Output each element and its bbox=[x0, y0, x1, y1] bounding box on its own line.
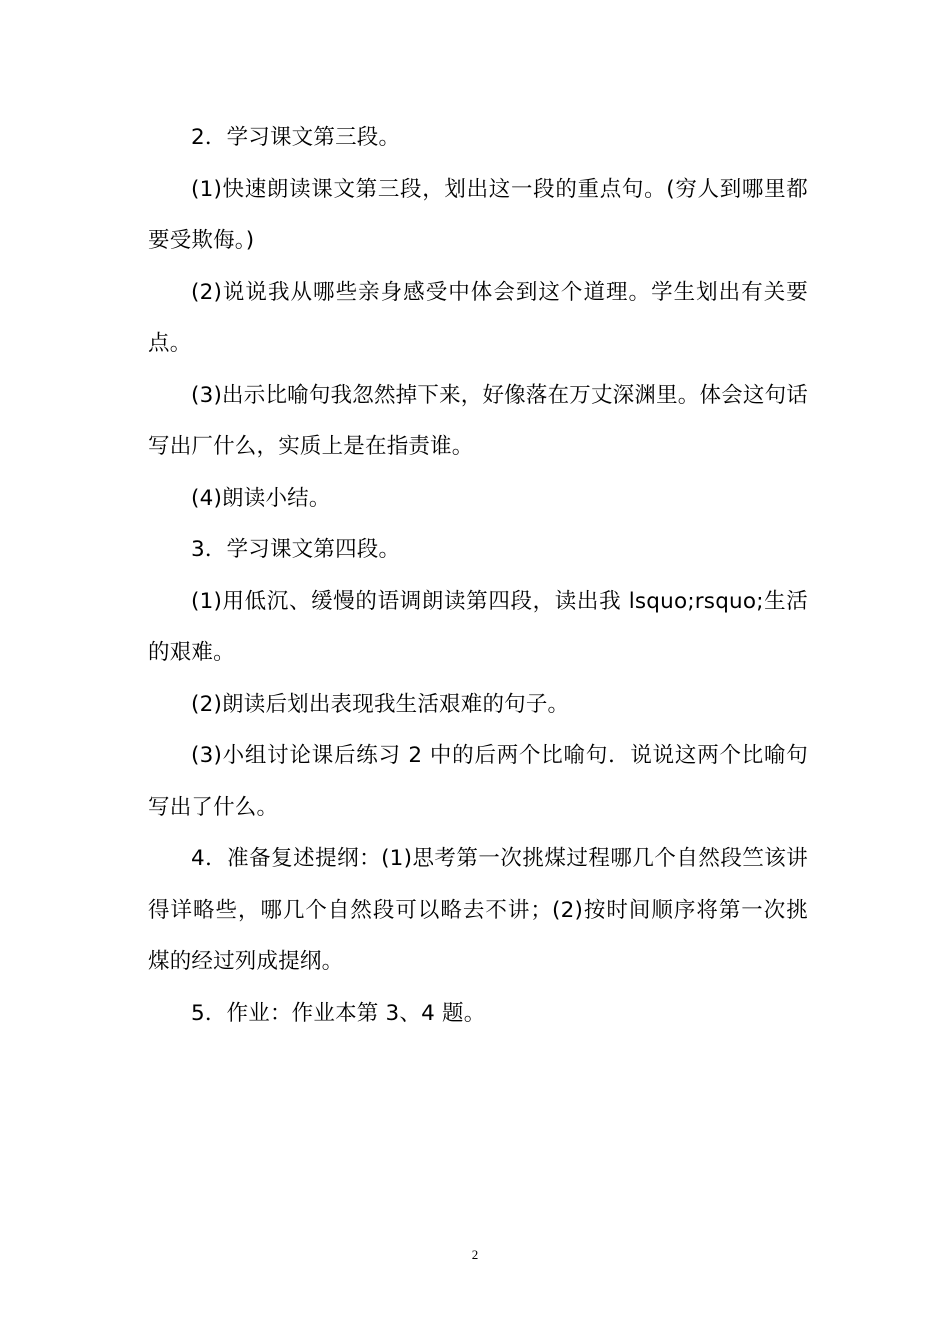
page-number: 2 bbox=[471, 1247, 479, 1262]
paragraph-section-3-heading: 3．学习课文第四段。 bbox=[191, 537, 401, 562]
paragraph-item-1: (1)快速朗读课文第三段，划出这一段的重点句。(穷人到哪里都要受欺侮。) bbox=[148, 176, 808, 253]
paragraph-item-3: (3)出示比喻句我忽然掉下来，好像落在万丈深渊里。体会这句话写出厂什么，实质上是在指责谁。 bbox=[148, 382, 808, 459]
document-body bbox=[148, 112, 808, 1039]
paragraph-section-4: 4．准备复述提纲：(1)思考第一次挑煤过程哪几个自然段竺该讲得详略些，哪几个自然段可以略去不讲；(2)按时间顺序将第一次挑煤的经过列成提纲。 bbox=[148, 846, 808, 974]
paragraph-section-2-heading: 2．学习课文第三段。 bbox=[191, 125, 401, 150]
paragraph-section-3-item-2: (2)朗读后划出表现我生活艰难的句子。 bbox=[191, 691, 570, 717]
paragraph-section-5: 5．作业：作业本第 3、4 题。 bbox=[191, 1000, 486, 1026]
paragraph-section-3-item-3: (3)小组讨论课后练习 2 中的后两个比喻句．说说这两个比喻句写出了什么。 bbox=[148, 743, 808, 820]
paragraph-item-2: (2)说说我从哪些亲身感受中体会到这个道理。学生划出有关要点。 bbox=[148, 279, 808, 356]
paragraph-item-4: (4)朗读小结。 bbox=[191, 485, 331, 511]
paragraph-section-3-item-1: (1)用低沉、缓慢的语调朗读第四段，读出我 lsquo;rsquo;生活的艰难。 bbox=[148, 588, 808, 665]
